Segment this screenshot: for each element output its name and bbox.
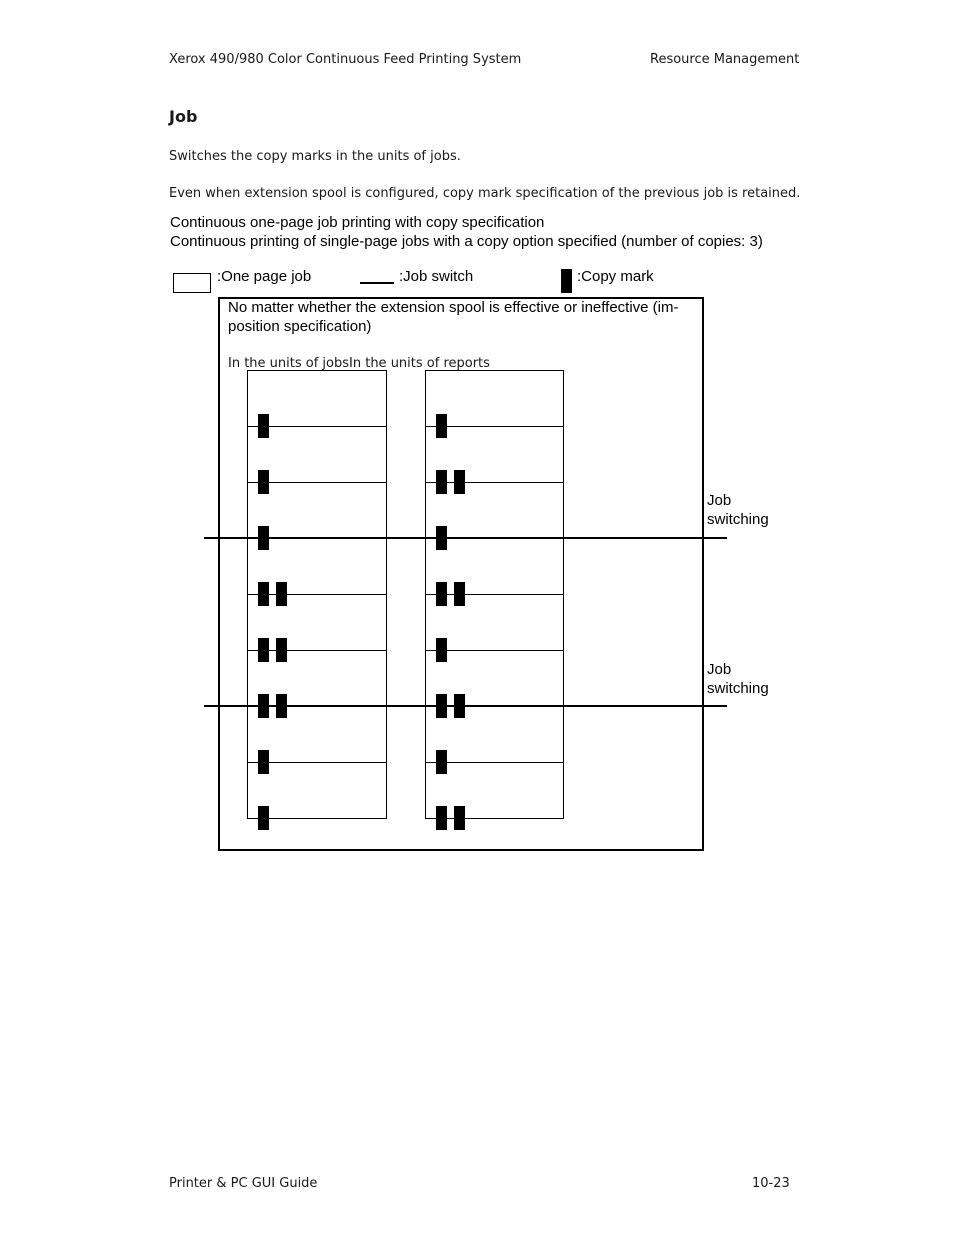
- job-switching-label-1-line-2: switching: [707, 511, 769, 528]
- legend-job-switch-swatch: [360, 282, 394, 284]
- paragraph-2: Even when extension spool is configured, copy mark specification of the previous job is retained.: [169, 186, 801, 201]
- copy-mark-jobs: [258, 582, 269, 606]
- copy-mark-reports: [454, 582, 465, 606]
- legend-one-page-job-label: :One page job: [217, 268, 312, 285]
- job-switching-label-1-line-1: Job: [707, 492, 732, 509]
- legend-job-switch-label: :Job switch: [399, 268, 474, 285]
- paragraph-1: Switches the copy marks in the units of jobs.: [169, 149, 461, 164]
- copy-mark-jobs: [258, 806, 269, 830]
- copy-mark-reports: [436, 414, 447, 438]
- job-switch-line-1: [204, 537, 727, 539]
- copy-mark-jobs: [258, 470, 269, 494]
- legend-one-page-job-swatch: [173, 273, 211, 293]
- column-labels: In the units of jobsIn the units of reports: [228, 356, 490, 371]
- copy-mark-jobs: [276, 582, 287, 606]
- copy-mark-reports: [454, 806, 465, 830]
- copy-mark-reports: [436, 638, 447, 662]
- copy-mark-jobs: [258, 414, 269, 438]
- copy-mark-jobs: [258, 638, 269, 662]
- footer-page-number: 10-23: [752, 1176, 790, 1191]
- section-title: Job: [169, 107, 198, 126]
- figure-note-line-1: No matter whether the extension spool is effective or ineffective (im-: [228, 299, 679, 316]
- figure-note-line-2: position specification): [228, 318, 372, 335]
- copy-mark-reports: [436, 750, 447, 774]
- footer-guide-name: Printer & PC GUI Guide: [169, 1176, 318, 1191]
- job-switch-line-2: [204, 705, 727, 707]
- job-switching-label-2-line-2: switching: [707, 680, 769, 697]
- figure-caption-line-1: Continuous one-page job printing with copy specification: [170, 214, 545, 231]
- header-document-title: Xerox 490/980 Color Continuous Feed Printing System: [169, 52, 522, 67]
- copy-mark-reports: [454, 470, 465, 494]
- copy-mark-jobs: [276, 638, 287, 662]
- legend-copy-mark-swatch: [561, 269, 572, 293]
- copy-mark-jobs: [258, 750, 269, 774]
- job-switching-label-2-line-1: Job: [707, 661, 732, 678]
- copy-mark-reports: [436, 470, 447, 494]
- figure-caption-line-2: Continuous printing of single-page jobs with a copy option specified (number of copies: 3): [170, 233, 763, 250]
- legend-copy-mark-label: :Copy mark: [577, 268, 654, 285]
- header-section-name: Resource Management: [650, 52, 800, 67]
- copy-mark-reports: [436, 806, 447, 830]
- copy-mark-reports: [436, 582, 447, 606]
